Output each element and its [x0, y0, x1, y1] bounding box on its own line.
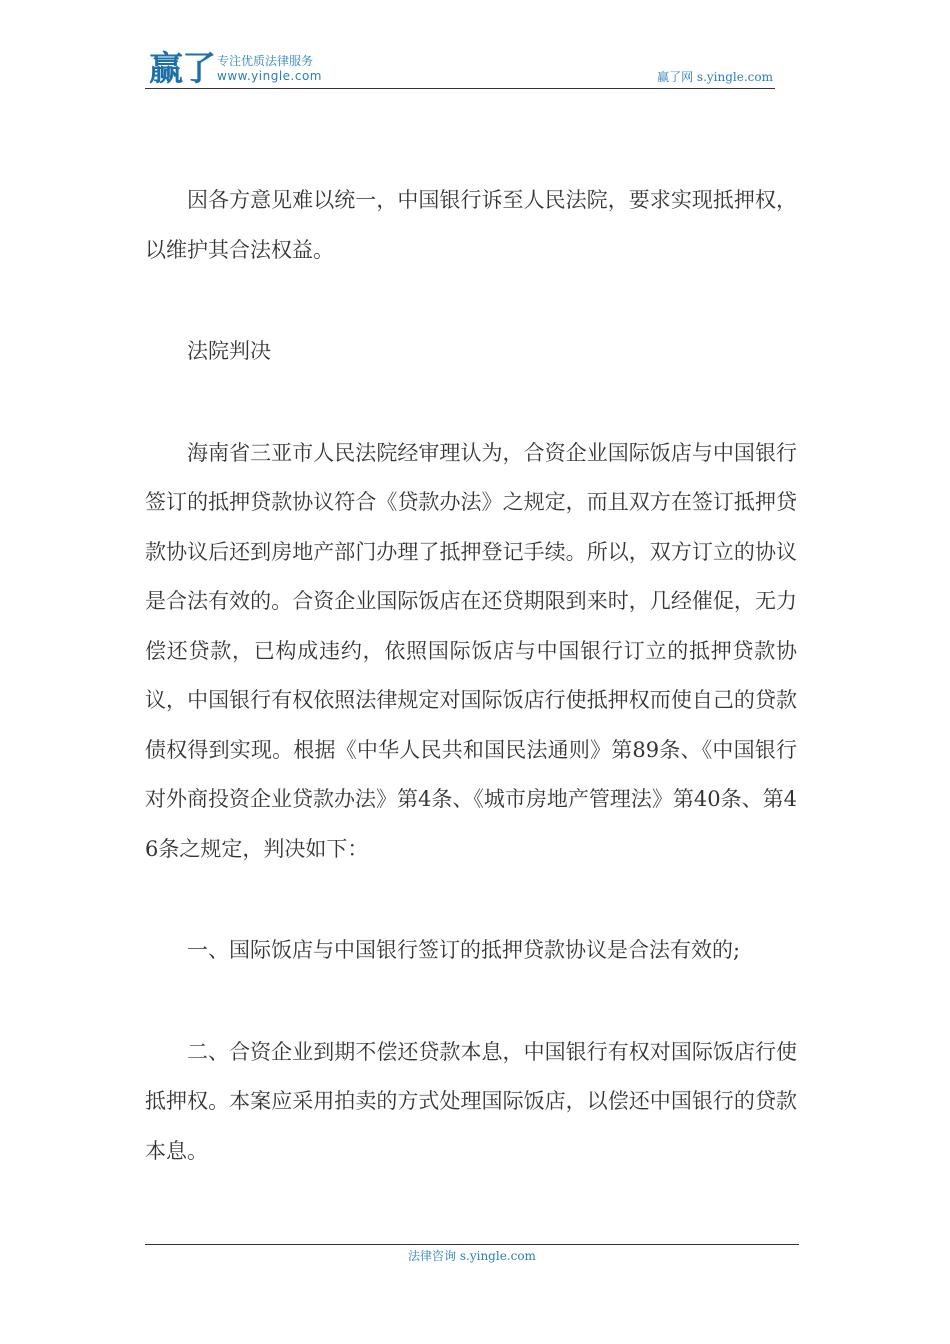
paragraph-gap	[145, 976, 797, 1028]
footer-link[interactable]: 法律咨询 s.yingle.com	[408, 1249, 536, 1263]
page-footer	[145, 1244, 799, 1264]
paragraph-gap	[145, 377, 797, 429]
yingle-logo: 赢了	[149, 49, 215, 89]
logo-url[interactable]: www.yingle.com	[217, 69, 322, 83]
paragraph-gap	[145, 275, 797, 327]
header-site-link[interactable]: 赢了网 s.yingle.com	[657, 70, 773, 84]
paragraph-ruling-2: 二、合资企业到期不偿还贷款本息，中国银行有权对国际饭店行使抵押权。本案应采用拍卖的方式处理国际饭店，以偿还中国银行的贷款本息。	[145, 1039, 797, 1163]
logo-slogan: 专注优质法律服务	[217, 54, 314, 68]
paragraph-ruling-1: 一、国际饭店与中国银行签订的抵押贷款协议是合法有效的;	[187, 938, 741, 962]
section-heading-judgment: 法院判决	[187, 339, 271, 363]
document-body	[145, 176, 797, 1176]
page-header	[145, 50, 775, 89]
paragraph-court-opinion: 海南省三亚市人民法院经审理认为，合资企业国际饭店与中国银行签订的抵押贷款协议符合《贷款办法》之规定，而且双方在签订抵押贷款协议后还到房地产部门办理了抵押登记手续。所以，双方订立的协议是合法有效的。合资企业国际饭店在还贷期限到来时，几经催促，无力偿还贷款，已构成违约，依照国际饭店与中国银行订立的抵押贷款协议，中国银行有权依照法律规定对国际饭店行使抵押权而使自己的贷款债权得到实现。根据《中华人民共和国民法通则》第89条、《中国银行对外商投资企业贷款办法》第4条、《城市房地产管理法》第40条、第46条之规定，判决如下：	[145, 440, 797, 861]
paragraph-gap	[145, 874, 797, 926]
paragraph-appeal: 因各方意见难以统一，中国银行诉至人民法院，要求实现抵押权，以维护其合法权益。	[145, 188, 797, 262]
